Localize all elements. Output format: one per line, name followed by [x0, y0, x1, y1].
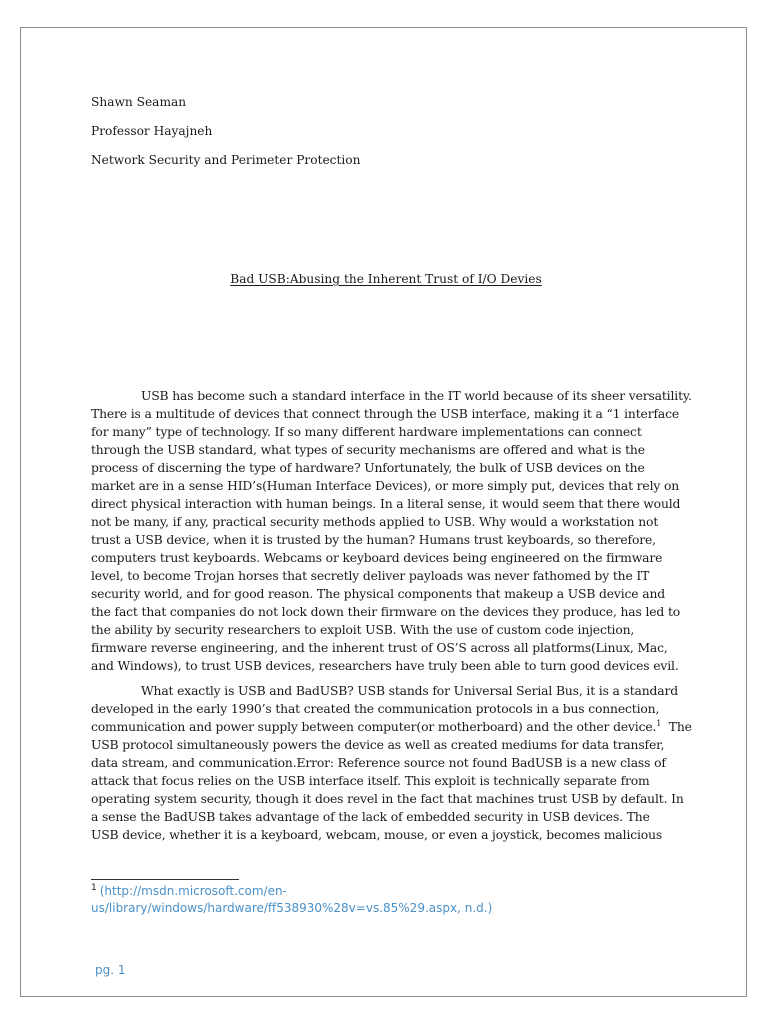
- paragraph-line: developed in the early 1990’s that created the communication protocols in a bus connection,: [91, 702, 660, 716]
- footnote-reference[interactable]: 1: [656, 718, 662, 728]
- paragraph-2: [91, 682, 691, 844]
- paragraph-line: for many” type of technology. If so many different hardware implementations can connect: [91, 425, 642, 439]
- paragraph-line: What exactly is USB and BadUSB? USB stands for Universal Serial Bus, it is a standard: [141, 684, 678, 698]
- footnote-link-line-2[interactable]: us/library/windows/hardware/ff538930%28v=vs.85%29.aspx, n.d.): [91, 901, 493, 915]
- author-name: Shawn Seaman: [91, 95, 187, 109]
- professor-name: Professor Hayajneh: [91, 124, 213, 138]
- paragraph-line: not be many, if any, practical security methods applied to USB. Why would a workstation not: [91, 515, 659, 529]
- paragraph-line: operating system security, though it does revel in the fact that machines trust USB by default. In: [91, 792, 684, 806]
- footnote-separator: [91, 879, 239, 880]
- header-block: [91, 94, 651, 181]
- paragraph-line: computers trust keyboards. Webcams or keyboard devices being engineered on the firmware: [91, 551, 663, 565]
- paragraph-line: USB device, whether it is a keyboard, webcam, mouse, or even a joystick, becomes malicious: [91, 828, 663, 842]
- paragraph-line: and Windows), to trust USB devices, researchers have truly been able to turn good devices evil.: [91, 659, 679, 673]
- paragraph-line: security world, and for good reason. The physical components that makeup a USB device and: [91, 587, 665, 601]
- paragraph-line: direct physical interaction with human beings. In a literal sense, it would seem that there would: [91, 497, 681, 511]
- paragraph-line: USB has become such a standard interface in the IT world because of its sheer versatility.: [141, 389, 692, 403]
- course-name: Network Security and Perimeter Protection: [91, 153, 361, 167]
- paragraph-line-tail: The: [661, 720, 692, 734]
- paragraph-line: the fact that companies do not lock down their firmware on the devices they produce, has led to: [91, 605, 681, 619]
- paragraph-line: process of discerning the type of hardware? Unfortunately, the bulk of USB devices on the: [91, 461, 645, 475]
- paragraph-line: market are in a sense HID’s(Human Interface Devices), or more simply put, devices that rely on: [91, 479, 680, 493]
- document-page: [20, 27, 747, 997]
- paragraph-line: firmware reverse engineering, and the inherent trust of OS’S across all platforms(Linux, Mac,: [91, 641, 668, 655]
- page-number: pg. 1: [95, 963, 126, 977]
- paragraph-line-with-footnote: [91, 718, 691, 736]
- paragraph-line: through the USB standard, what types of security mechanisms are offered and what is the: [91, 443, 645, 457]
- footnote-number: 1: [91, 883, 97, 893]
- paragraph-1: [91, 387, 691, 675]
- paragraph-line: attack that focus relies on the USB interface itself. This exploit is technically separate from: [91, 774, 650, 788]
- body-text: [91, 387, 691, 851]
- document-title: Bad USB:Abusing the Inherent Trust of I/O Devies: [230, 272, 542, 286]
- paragraph-line: There is a multitude of devices that connect through the USB interface, making it a “1 interface: [91, 407, 679, 421]
- paragraph-line-text: communication and power supply between computer(or motherboard) and the other device.: [91, 720, 657, 734]
- paragraph-line: data stream, and communication.Error: Reference source not found BadUSB is a new class of: [91, 756, 666, 770]
- paragraph-line: the ability by security researchers to exploit USB. With the use of custom code injection,: [91, 623, 635, 637]
- paragraph-line: trust a USB device, when it is trusted by the human? Humans trust keyboards, so therefore,: [91, 533, 656, 547]
- paragraph-line: a sense the BadUSB takes advantage of the lack of embedded security in USB devices. The: [91, 810, 650, 824]
- footnote-link-line-1[interactable]: (http://msdn.microsoft.com/en-: [99, 884, 287, 898]
- footnote: [91, 883, 511, 917]
- paragraph-line: level, to become Trojan horses that secretly deliver payloads was never fathomed by the IT: [91, 569, 650, 583]
- paragraph-line: USB protocol simultaneously powers the device as well as created mediums for data transfer,: [91, 738, 665, 752]
